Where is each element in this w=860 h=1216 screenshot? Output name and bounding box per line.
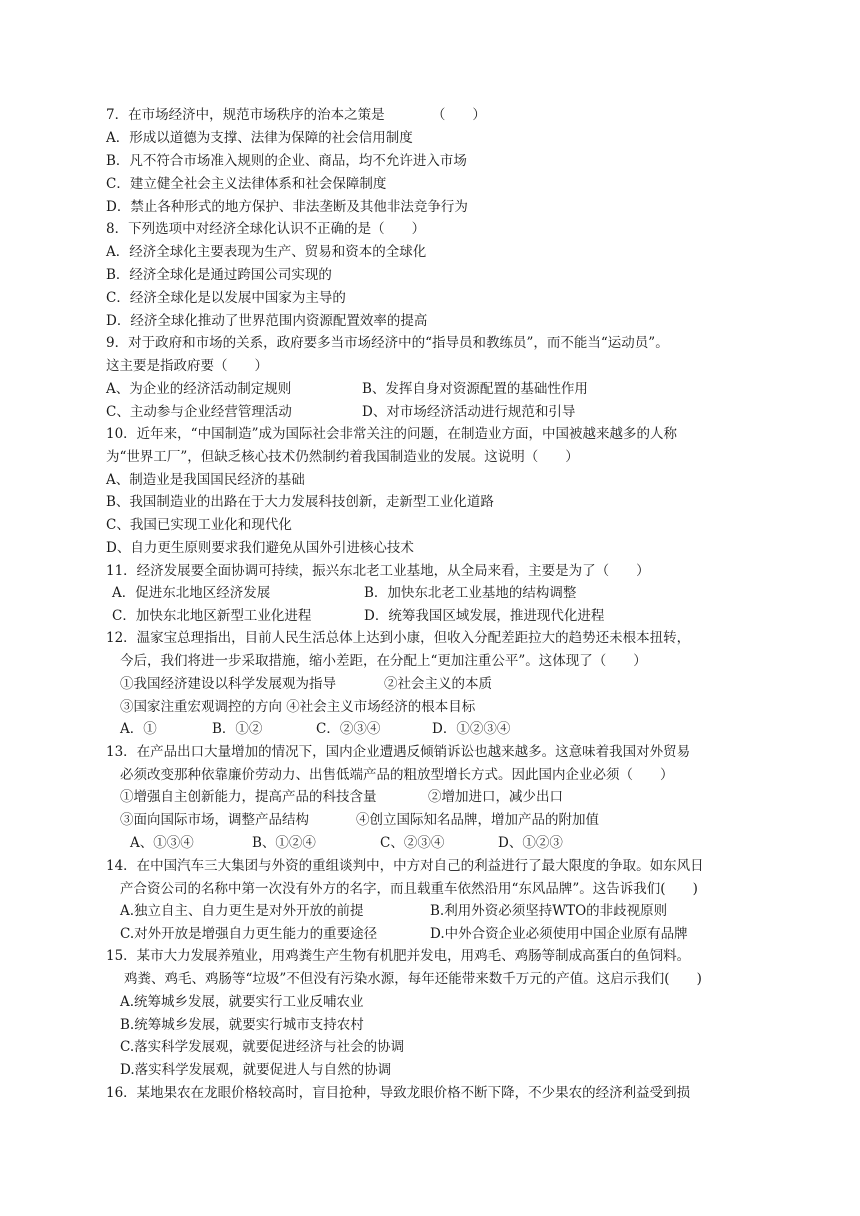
question-12-stem-line-2: 今后，我们将进一步采取措施，缩小差距，在分配上“更加注重公平”。这体现了（ ）	[120, 653, 647, 669]
question-13-stem-line-1: 13．在产品出口大量增加的情况下，国内企业遭遇反倾销诉讼也越来越多。这意味着我国对外贸易	[106, 744, 691, 760]
question-11-option-a: A．促进东北地区经济发展	[112, 585, 271, 601]
question-9-option-d: D、对市场经济活动进行规范和引导	[362, 404, 576, 420]
question-10-stem-line-2: 为“世界工厂”，但缺乏核心技术仍然制约着我国制造业的发展。这说明（ ）	[106, 449, 579, 465]
question-14-stem-line-1: 14．在中国汽车三大集团与外资的重组谈判中，中方对自己的利益进行了最大限度的争取。如东风日	[106, 858, 704, 874]
question-9-option-a: A、为企业的经济活动制定规则	[106, 381, 292, 397]
question-9-stem-line-1: 9．对于政府和市场的关系，政府要多当市场经济中的“指导员和教练员”，而不能当“运动员”。	[106, 335, 669, 351]
question-14-stem-line-2: 产合资公司的名称中第一次没有外方的名字，而且载重车依然沿用“东风品牌”。这告诉我们( )	[120, 881, 698, 897]
question-12-item-3-4: ③国家注重宏观调控的方向 ④社会主义市场经济的根本目标	[120, 699, 476, 715]
question-13-item-3: ③面向国际市场，调整产品结构	[120, 812, 309, 828]
question-13-item-4: ④创立国际知名品牌，增加产品的附加值	[356, 812, 599, 828]
question-15-option-c: C.落实科学发展观，就要促进经济与社会的协调	[120, 1039, 405, 1055]
question-8-stem: 8．下列选项中对经济全球化认识不正确的是（ ）	[106, 221, 426, 237]
question-8-option-d: D．经济全球化推动了世界范围内资源配置效率的提高	[106, 313, 428, 329]
question-13-option-c: C、②③④	[380, 835, 445, 851]
question-12-stem-line-1: 12．温家宝总理指出，目前人民生活总体上达到小康，但收入分配差距拉大的趋势还未根本扭转，	[106, 630, 691, 646]
question-11-stem: 11．经济发展要全面协调可持续，振兴东北老工业基地，从全局来看，主要是为了（ ）	[106, 563, 650, 579]
question-16-stem: 16．某地果农在龙眼价格较高时，盲目抢种，导致龙眼价格不断下降，不少果农的经济利益受到损	[106, 1085, 691, 1101]
question-12-item-2: ②社会主义的本质	[384, 676, 492, 692]
question-10-stem-line-1: 10．近年来，“中国制造”成为国际社会非常关注的问题，在制造业方面，中国被越来越多的人称	[106, 426, 677, 442]
question-7-option-c: C．建立健全社会主义法律体系和社会保障制度	[106, 176, 387, 192]
question-11-option-b: B．加快东北老工业基地的结构调整	[364, 585, 577, 601]
question-13-option-a: A、①③④	[130, 835, 194, 851]
question-14-option-b: B.利用外资必须坚持WTO的非歧视原则	[430, 903, 668, 919]
question-9-option-b: B、发挥自身对资源配置的基础性作用	[362, 381, 588, 397]
question-13-item-1: ①增强自主创新能力，提高产品的科技含量	[120, 789, 377, 805]
question-12-option-a: A．①	[120, 721, 157, 737]
question-13-stem-line-2: 必须改变那种依靠廉价劳动力、出售低端产品的粗放型增长方式。因此国内企业必须（ ）	[120, 767, 674, 783]
question-15-option-d: D.落实科学发展观，就要促进人与自然的协调	[120, 1062, 392, 1078]
question-9-option-c: C、主动参与企业经营管理活动	[106, 404, 292, 420]
question-7-stem: 7．在市场经济中，规范市场秩序的治本之策是 （ ）	[106, 107, 486, 123]
question-7-option-b: B．凡不符合市场准入规则的企业、商品，均不允许进入市场	[106, 153, 467, 169]
question-15-option-b: B.统筹城乡发展，就要实行城市支持农村	[120, 1017, 364, 1033]
question-9-stem-line-2: 这主要是指政府要（ ）	[106, 358, 268, 374]
question-14-option-a: A.独立自主、自力更生是对外开放的前提	[120, 903, 364, 919]
question-10-option-c: C、我国已实现工业化和现代化	[106, 517, 292, 533]
question-12-option-c: C．②③④	[316, 721, 381, 737]
question-13-option-b: B、①②④	[252, 835, 316, 851]
question-12-option-b: B．①②	[212, 721, 263, 737]
question-12-item-1: ①我国经济建设以科学发展观为指导	[120, 676, 336, 692]
question-8-option-b: B．经济全球化是通过跨国公司实现的	[106, 267, 332, 283]
question-7-option-d: D．禁止各种形式的地方保护、非法垄断及其他非法竞争行为	[106, 199, 468, 215]
question-10-option-d: D、自力更生原则要求我们避免从国外引进核心技术	[106, 540, 414, 556]
question-8-option-a: A．经济全球化主要表现为生产、贸易和资本的全球化	[106, 244, 427, 260]
question-14-option-c: C.对外开放是增强自力更生能力的重要途径	[120, 926, 378, 942]
question-10-option-a: A、制造业是我国国民经济的基础	[106, 472, 305, 488]
question-10-option-b: B、我国制造业的出路在于大力发展科技创新，走新型工业化道路	[106, 494, 494, 510]
question-11-option-d: D．统筹我国区域发展，推进现代化进程	[364, 608, 605, 624]
question-14-option-d: D.中外合资企业必须使用中国企业原有品牌	[430, 926, 688, 942]
question-8-option-c: C．经济全球化是以发展中国家为主导的	[106, 290, 346, 306]
question-15-option-a: A.统筹城乡发展，就要实行工业反哺农业	[120, 994, 364, 1010]
question-12-option-d: D．①②③④	[432, 721, 511, 737]
question-7-option-a: A．形成以道德为支撑、法律为保障的社会信用制度	[106, 130, 413, 146]
question-15-stem-line-1: 15．某市大力发展养殖业，用鸡粪生产生物有机肥并发电，用鸡毛、鸡肠等制成高蛋白的鱼饲料。	[106, 948, 691, 964]
question-15-stem-line-2: 鸡粪、鸡毛、鸡肠等“垃圾”不但没有污染水源，每年还能带来数千万元的产值。这启示我们( )	[124, 971, 702, 987]
question-13-option-d: D、①②③	[498, 835, 563, 851]
question-11-option-c: C．加快东北地区新型工业化进程	[112, 608, 312, 624]
question-13-item-2: ②增加进口，减少出口	[428, 789, 563, 805]
